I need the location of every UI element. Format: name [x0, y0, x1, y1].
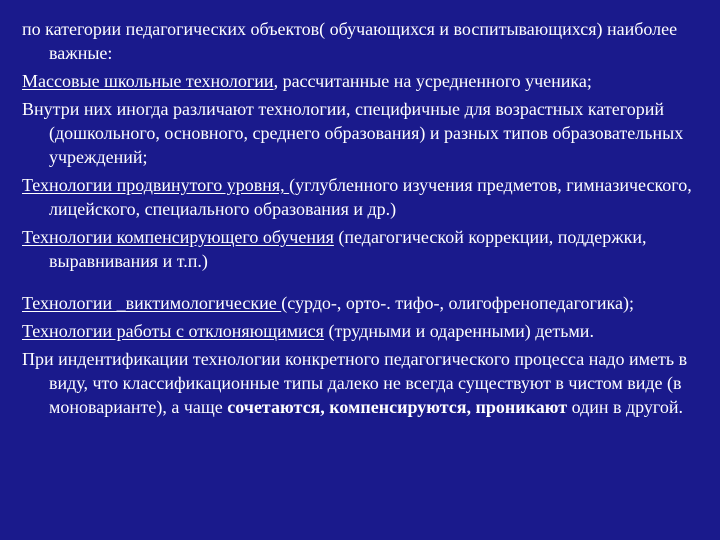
identification-lead: При индентификации технологии конкретного педагогического процесса надо иметь в виду, что классификационные типы далеко не всегда существуют в чистом виде (в моноварианте), а чаще: [22, 349, 688, 417]
mass-technologies-paragraph: [22, 69, 704, 93]
deviant-work-paragraph: [22, 319, 704, 343]
slide-text-block: [22, 17, 704, 423]
identification-tail: один в другой.: [567, 397, 684, 417]
mass-technologies-term: Массовые школьные технологии: [22, 71, 274, 91]
advanced-level-description: (углубленного изучения предметов, гимназического, лицейского, специального образования и др.): [49, 175, 692, 219]
intro-text: по категории педагогических объектов( обучающихся и воспитывающихся) наиболее важные:: [22, 19, 678, 63]
victimological-term: Технологии _виктимологические: [22, 293, 282, 313]
age-specific-text: Внутри них иногда различают технологии, специфичные для возрастных категорий (дошкольного, основного, среднего образования) и разных типов образовательных учреждений;: [22, 99, 684, 167]
intro-paragraph: [22, 17, 704, 65]
age-specific-paragraph: [22, 97, 704, 169]
compensating-paragraph: [22, 225, 704, 273]
victimological-description: (сурдо-, орто-. тифо-, олигофренопедагогика);: [281, 293, 634, 313]
identification-paragraph: [22, 347, 704, 419]
compensating-description: (педагогической коррекции, поддержки, выравнивания и т.п.): [49, 227, 647, 271]
mass-technologies-description: , рассчитанные на усредненного ученика;: [273, 71, 592, 91]
compensating-term: Технологии компенсирующего обучения: [22, 227, 334, 247]
deviant-work-term: Технологии работы с отклоняющимися: [22, 321, 324, 341]
deviant-work-description: (трудными и одаренными) детьми.: [323, 321, 594, 341]
advanced-level-paragraph: [22, 173, 704, 221]
advanced-level-term: Технологии продвинутого уровня,: [22, 175, 290, 195]
victimological-paragraph: [22, 291, 704, 315]
paragraph-gap: [22, 277, 704, 291]
identification-emphasis: сочетаются, компенсируются, проникают: [227, 397, 568, 417]
